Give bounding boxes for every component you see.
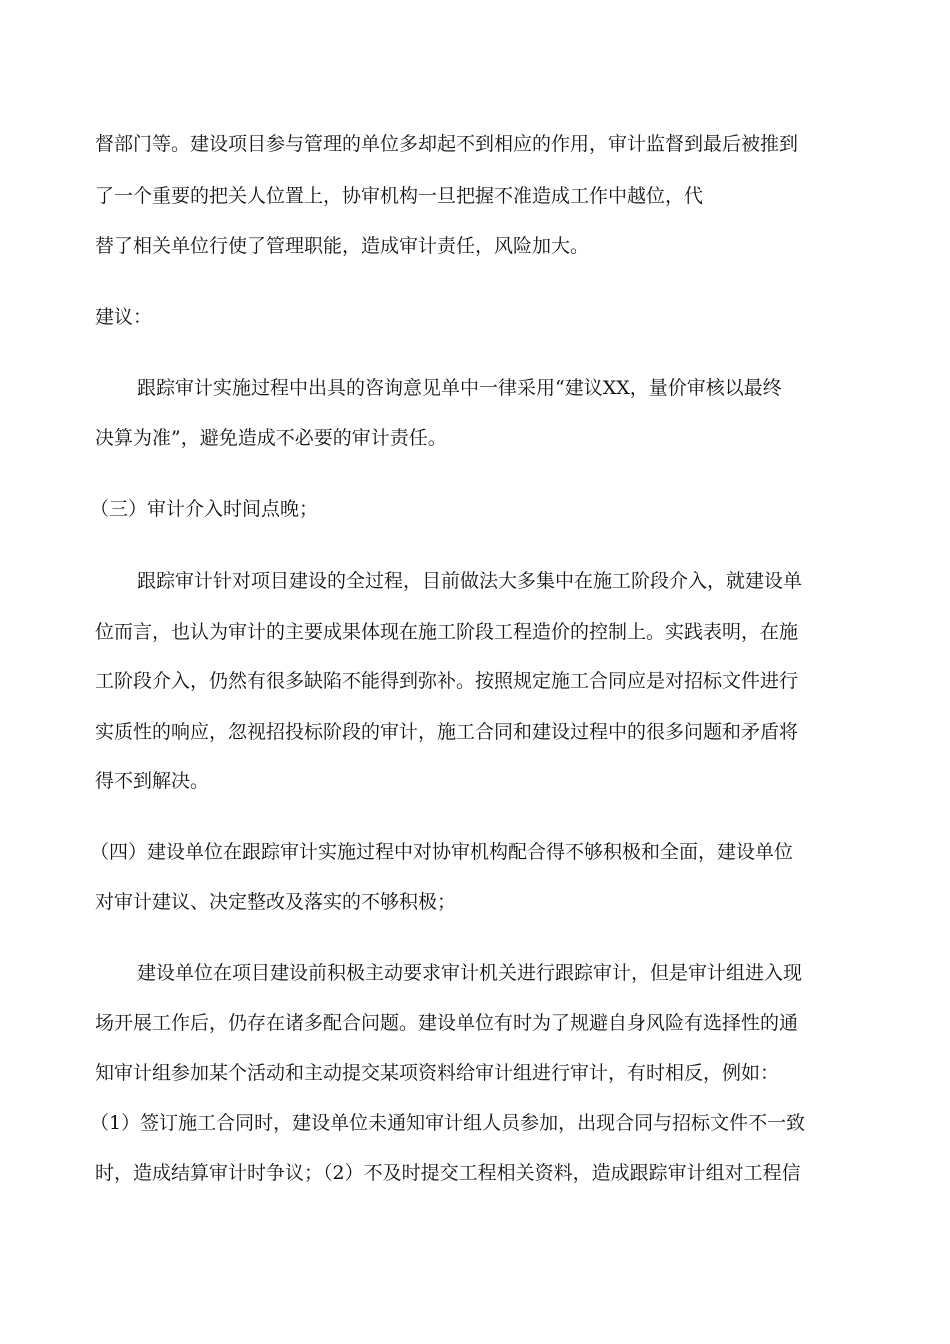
text-line: 决算为准”，避免造成不必要的审计责任。: [95, 427, 447, 449]
text-line: 替了相关单位行使了管理职能，造成审计责任，风险加大。: [95, 235, 590, 257]
text-line: 督部门等。建设项目参与管理的单位多却起不到相应的作用，审计监督到最后被推到: [95, 133, 799, 155]
text-line: 得不到解决。: [95, 770, 210, 792]
text-line: 时，造成结算审计时争议；（2）不及时提交工程相关资料，造成跟踪审计组对工程信: [95, 1162, 801, 1184]
text-line: （1）签订施工合同时，建设单位未通知审计组人员参加，出现合同与招标文件不一致: [90, 1112, 806, 1134]
section-heading: （四）建设单位在跟踪审计实施过程中对协审机构配合得不够积极和全面，建设单位: [90, 841, 794, 863]
text-line: 跟踪审计针对项目建设的全过程，目前做法大多集中在施工阶段介入，就建设单: [137, 570, 803, 592]
text-line: 建设单位在项目建设前积极主动要求审计机关进行跟踪审计，但是审计组进入现: [137, 962, 803, 984]
text-line: 位而言，也认为审计的主要成果体现在施工阶段工程造价的控制上。实践表明，在施: [95, 621, 799, 643]
section-heading: 对审计建议、决定整改及落实的不够积极；: [95, 891, 457, 913]
text-line: 跟踪审计实施过程中出具的咨询意见单中一律采用“建议XX，量价审核以最终: [137, 377, 782, 399]
text-line: 了一个重要的把关人位置上，协审机构一旦把握不准造成工作中越位，代: [95, 185, 704, 207]
text-line: 知审计组参加某个活动和主动提交某项资料给审计组进行审计，有时相反，例如：: [95, 1062, 780, 1084]
text-line: 场开展工作后，仍存在诸多配合问题。建设单位有时为了规避自身风险有选择性的通: [95, 1012, 799, 1034]
text-line: 实质性的响应，忽视招投标阶段的审计，施工合同和建设过程中的很多问题和矛盾将: [95, 721, 799, 743]
section-heading: 建议：: [95, 306, 153, 328]
text-line: 工阶段介入，仍然有很多缺陷不能得到弥补。按照规定施工合同应是对招标文件进行: [95, 670, 799, 692]
section-heading: （三）审计介入时间点晚；: [90, 498, 319, 520]
